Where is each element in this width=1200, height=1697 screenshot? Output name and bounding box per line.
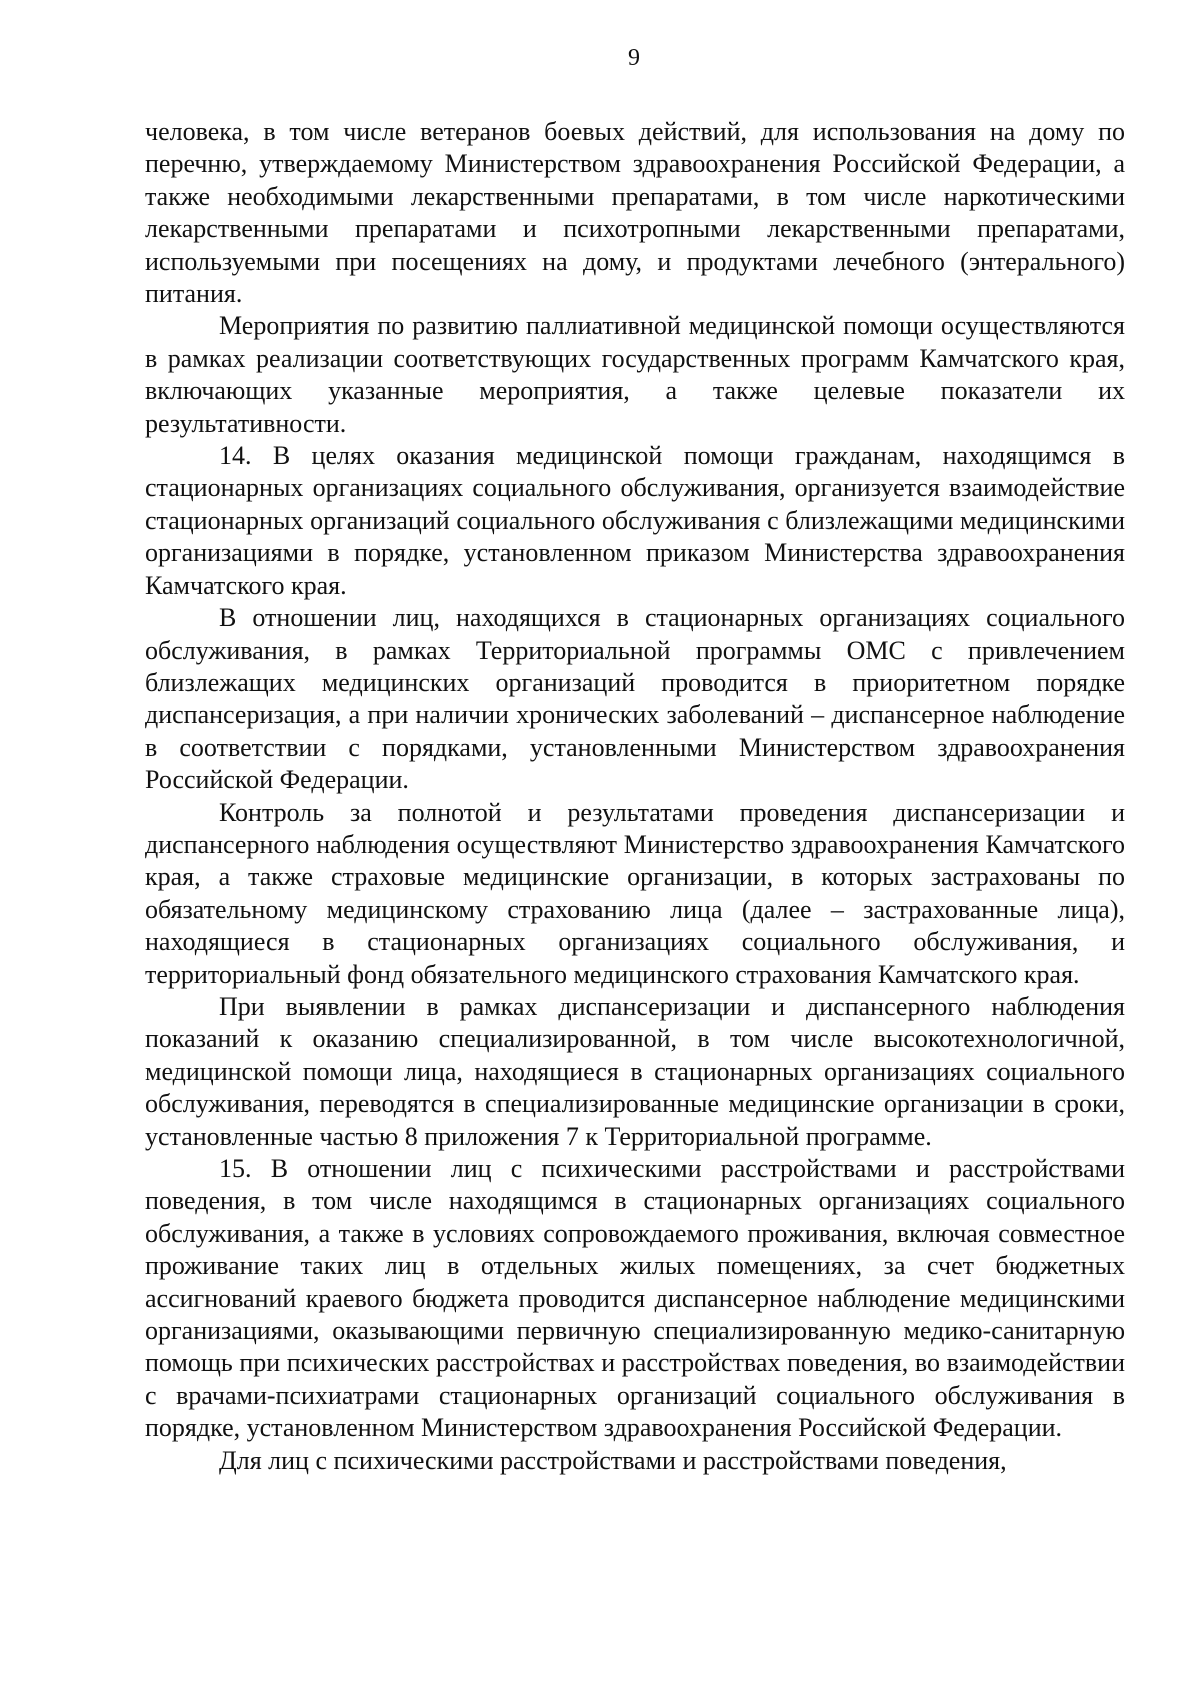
paragraph-item-15: 15. В отношении лиц с психическими расстройствами и расстройствами поведения, в том числе находящимся в стационарных организациях социального обслуживания, а также в условиях сопровождаемого проживания, включая совместное проживание таких лиц в отдельных жилых помещениях, за счет бюджетных ассигнований краевого бюджета проводится диспансерное наблюдение медицинскими организациями, оказывающими первичную специализированную медико-санитарную помощь при психических расстройствах и расстройствах поведения, во взаимодействии с врачами-психиатрами стационарных организаций социального обслуживания в порядке, установленном Министерством здравоохранения Российской Федерации. bbox=[145, 1154, 1125, 1443]
paragraph-mental-disorders: Для лиц с психическими расстройствами и расстройствами поведения, bbox=[219, 1445, 1007, 1475]
paragraph-control: Контроль за полнотой и результатами проведения диспансеризации и диспансерного наблюдения осуществляют Министерство здравоохранения Камчатского края, а также страховые медицинские организации, в которых застрахованы по обязательному медицинскому страхованию лица (далее – застрахованные лица), находящиеся в стационарных организациях социального обслуживания, и территориальный фонд обязательного медицинского страхования Камчатского края. bbox=[145, 797, 1125, 989]
document-body bbox=[145, 116, 1125, 1477]
paragraph-item-14: 14. В целях оказания медицинской помощи гражданам, находящимся в стационарных организациях социального обслуживания, организуется взаимодействие стационарных организаций социального обслуживания с близлежащими медицинскими организациями в порядке, установленном приказом Министерства здравоохранения Камчатского края. bbox=[145, 441, 1125, 600]
paragraph-dispensary-examination: В отношении лиц, находящихся в стационарных организациях социального обслуживания, в рамках Территориальной программы ОМС с привлечением близлежащих медицинских организаций проводится в приоритетном порядке диспансеризация, а при наличии хронических заболеваний – диспансерное наблюдение в соответствии с порядками, установленными Министерством здравоохранения Российской Федерации. bbox=[145, 603, 1125, 795]
paragraph-continuation: человека, в том числе ветеранов боевых действий, для использования на дому по перечню, утверждаемому Министерством здравоохранения Российской Федерации, а также необходимыми лекарственными препаратами, в том числе наркотическими лекарственными препаратами и психотропными лекарственными препаратами, используемыми при посещениях на дому, и продуктами лечебного (энтерального) питания. bbox=[145, 117, 1125, 309]
paragraph-palliative-measures: Мероприятия по развитию паллиативной медицинской помощи осуществляются в рамках реализации соответствующих государственных программ Камчатского края, включающих указанные мероприятия, а также целевые показатели их результативности. bbox=[145, 311, 1125, 438]
page-number: 9 bbox=[628, 45, 640, 71]
paragraph-specialized-care: При выявлении в рамках диспансеризации и диспансерного наблюдения показаний к оказанию специализированной, в том числе высокотехнологичной, медицинской помощи лица, находящиеся в стационарных организациях социального обслуживания, переводятся в специализированные медицинские организации в сроки, установленные частью 8 приложения 7 к Территориальной программе. bbox=[145, 991, 1125, 1151]
